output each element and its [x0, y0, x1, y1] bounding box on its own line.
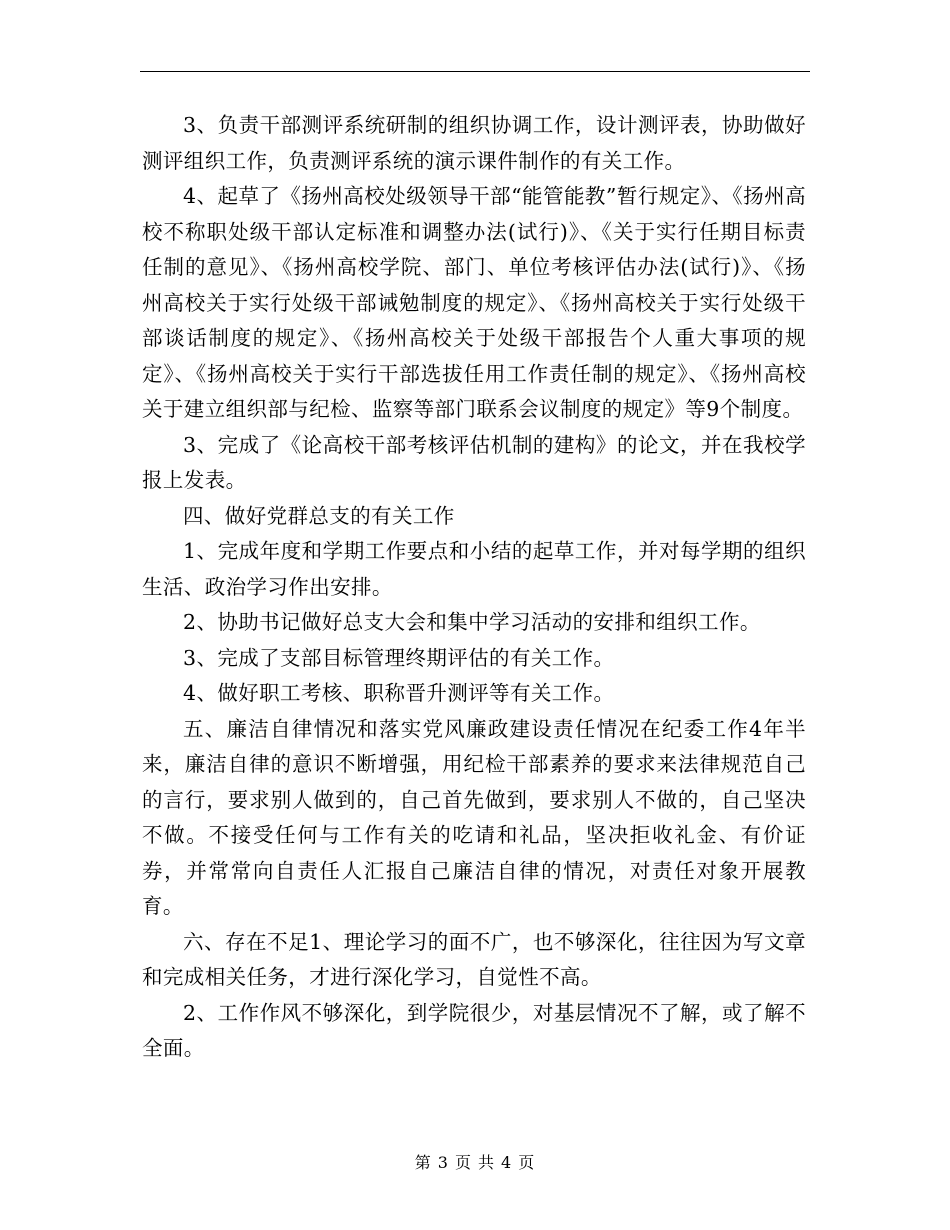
- paragraph-item-1-drafting: 1、完成年度和学期工作要点和小结的起草工作，并对每学期的组织生活、政治学习作出安排。: [142, 539, 806, 599]
- paragraph-item-2-assist-secretary: 2、协助书记做好总支大会和集中学习活动的安排和组织工作。: [183, 610, 761, 634]
- paragraph-item-3-thesis: 3、完成了《论高校干部考核评估机制的建构》的论文，并在我校学报上发表。: [142, 432, 806, 492]
- footer-total-pages: 4: [501, 1153, 513, 1172]
- paragraph-item-3-branch-evaluation: 3、完成了支部目标管理终期评估的有关工作。: [183, 645, 615, 670]
- document-body: [142, 108, 806, 1067]
- paragraph-item-4-drafted-regulations: 4、起草了《扬州高校处级领导干部“能管能教”暂行规定》、《扬州高校不称职处级干部认定标准和调整办法(试行)》、《关于实行任期目标责任制的意见》、《扬州高校学院、部门、单位考核评估办法(试行)》、《扬州高校关于实行处级干部诫勉制度的规定》、《扬州高校关于实行处级干部谈话制度的规定》、《扬州高校关于处级干部报告个人重大事项的规定》、《扬州高校关于实行干部选拔任用工作责任制的规定》、《扬州高校关于建立组织部与纪检、监察等部门联系会议制度的规定》等9个制度。: [142, 184, 806, 421]
- footer-middle: 页 共: [454, 1153, 496, 1172]
- paragraph-item-4-staff-assessment: 4、做好职工考核、职称晋升测评等有关工作。: [183, 681, 615, 705]
- section-heading-5-integrity: 五、廉洁自律情况和落实党风廉政建设责任情况在纪委工作4年半来，廉洁自律的意识不断增强，用纪检干部素养的要求来法律规范自己的言行，要求别人做到的，自己首先做到，要求别人不做的，自己坚决不做。不接受任何与工作有关的吃请和礼品，坚决拒收礼金、有价证券，并常常向自责任人汇报自己廉洁自律的情况，对责任对象开展教育。: [142, 716, 806, 918]
- footer-page-number: 3: [437, 1153, 449, 1172]
- paragraph-item-3-evaluation-system: 3、负责干部测评系统研制的组织协调工作，设计测评表，协助做好测评组织工作，负责测评系统的演示课件制作的有关工作。: [142, 113, 806, 173]
- footer-suffix: 页: [518, 1153, 536, 1172]
- footer-prefix: 第: [414, 1153, 432, 1172]
- header-rule: [140, 71, 810, 72]
- section-heading-4: 四、做好党群总支的有关工作: [183, 503, 455, 528]
- paragraph-item-2-work-style: 2、工作作风不够深化，到学院很少，对基层情况不了解，或了解不全面。: [142, 1000, 806, 1060]
- section-heading-6-shortcomings: 六、存在不足1、理论学习的面不广，也不够深化，往往因为写文章和完成相关任务，才进行深化学习，自觉性不高。: [142, 929, 806, 989]
- page-footer: [0, 1153, 950, 1173]
